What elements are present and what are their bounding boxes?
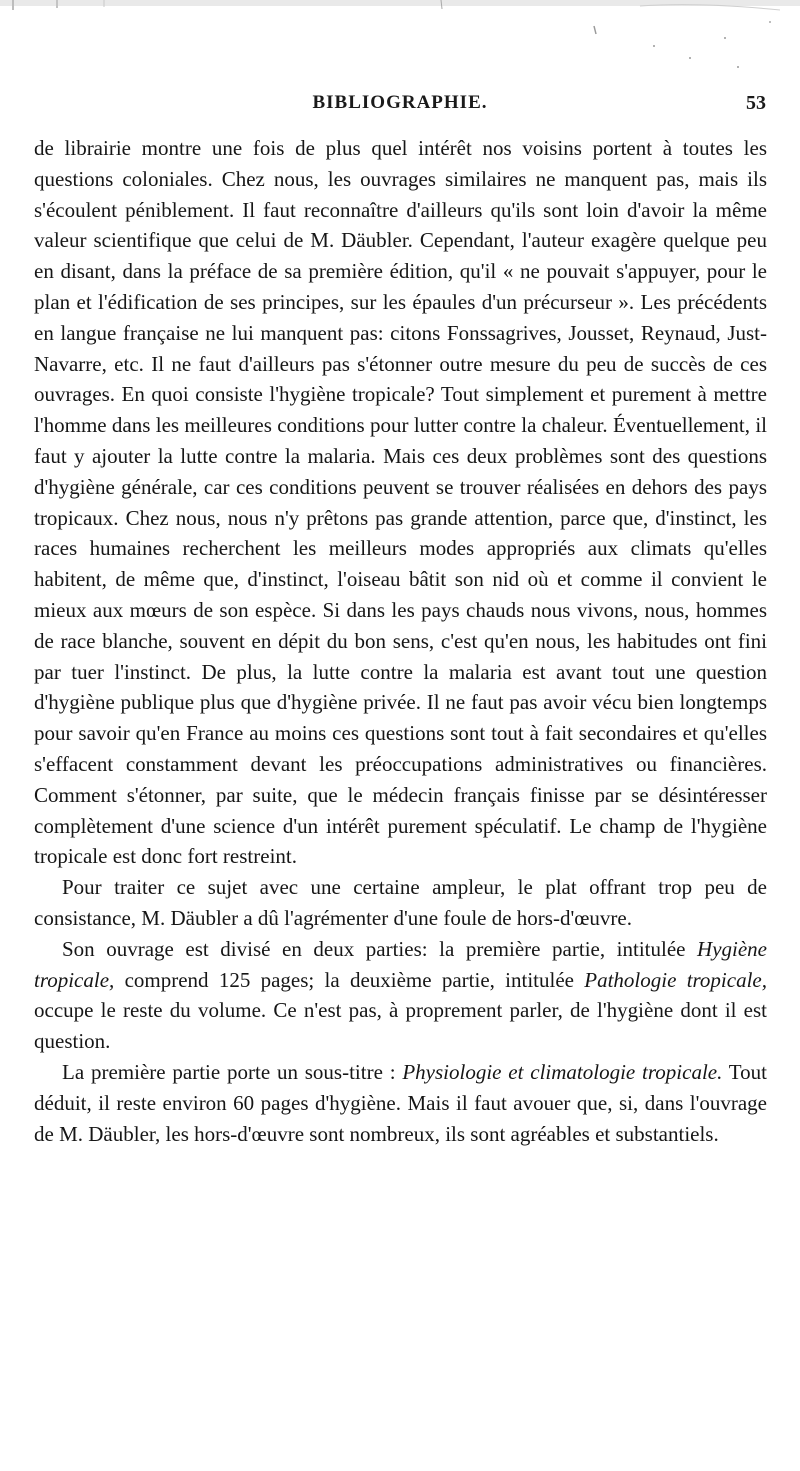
- text-run: comprend 125 pages; la deuxième partie, intitulée: [114, 967, 585, 992]
- text-run: La première partie porte un sous-titre :: [62, 1059, 403, 1084]
- text-run: occupe le reste du volume. Ce n'est pas, à proprement parler, de l'hygiène dont il est question.: [34, 998, 767, 1054]
- text-run: Tout déduit, il reste environ 60 pages d'hygiène. Mais il faut avouer que, si, dans l'ouvrage de M. Däubler, les hors-d'œuvre sont nombreux, ils sont agréables et substantiels.: [34, 1059, 767, 1146]
- paragraph-2: [34, 872, 767, 934]
- italic-title-run: Physiologie et climatologie tropicale.: [402, 1059, 723, 1084]
- paragraph-4: [34, 1057, 767, 1149]
- running-head-title: BIBLIOGRAPHIE.: [312, 92, 488, 113]
- paragraph-1: [34, 133, 767, 872]
- paragraph-3: [34, 934, 767, 1057]
- italic-title-run: Pathologie tropicale,: [584, 967, 767, 992]
- text-run: de librairie montre une fois de plus quel intérêt nos voisins portent à toutes les questions coloniales. Chez nous, les ouvrages similaires ne manquent pas, mais ils s'écoulent péniblement. Il faut reconnaître d'ailleurs qu'ils sont loin d'avoir la même valeur scientifique que celui de M. Däubler. Cependant, l'auteur exagère quelque peu en disant, dans la préface de sa première édition, qu'il « ne pouvait s'appuyer, pour le plan et l'édification de ses principes, sur les épaules d'un précurseur ». Les précédents en langue française ne lui manquent pas: citons Fonssagrives, Jousset, Reynaud, Just-Navarre, etc. Il ne faut d'ailleurs pas s'étonner outre mesure du peu de succès de ces ouvrages. En quoi consiste l'hygiène tropicale? Tout simplement et purement à mettre l'homme dans les meilleures conditions pour lutter contre la chaleur. Éventuellement, il faut y ajouter la lutte contre la malaria. Mais ces deux problèmes sont des questions d'hygiène générale, car ces conditions peuvent se trouver réalisées en dehors des pays tropicaux. Chez nous, nous n'y prêtons pas grande attention, parce que, d'instinct, les races humaines recherchent les meilleurs modes appropriés aux climats qu'elles habitent, de même que, d'instinct, l'oiseau bâtit son nid où et comme il convient le mieux aux mœurs de son espèce. Si dans les pays chauds nous vivons, nous, hommes de race blanche, souvent en dépit du bon sens, c'est qu'en nous, les habitudes ont fini par tuer l'instinct. De plus, la lutte contre la malaria est avant tout une question d'hygiène publique plus que d'hygiène privée. Il ne faut pas avoir vécu bien longtemps pour savoir qu'en France au moins ces questions sont tout à fait secondaires et qu'elles s'effacent constamment devant les préoccupations administratives ou financières. Comment s'étonner, par suite, que le médecin français finisse par se désintéresser complètement d'une science d'un intérêt purement spéculatif. Le champ de l'hygiène tropicale est donc fort restreint.: [34, 136, 767, 869]
- scan-edge-marks: [0, 0, 800, 90]
- text-run: Son ouvrage est divisé en deux parties: la première partie, intitulée: [62, 936, 698, 961]
- italic-title-run: Hygiène tropicale,: [34, 936, 767, 992]
- text-run: Pour traiter ce sujet avec une certaine ampleur, le plat offrant trop peu de consistance, M. Däubler a dû l'agrémenter d'une foule de hors-d'œuvre.: [34, 875, 767, 930]
- running-head: [34, 92, 766, 120]
- body-text: [34, 133, 767, 1149]
- page-number: 53: [746, 92, 766, 114]
